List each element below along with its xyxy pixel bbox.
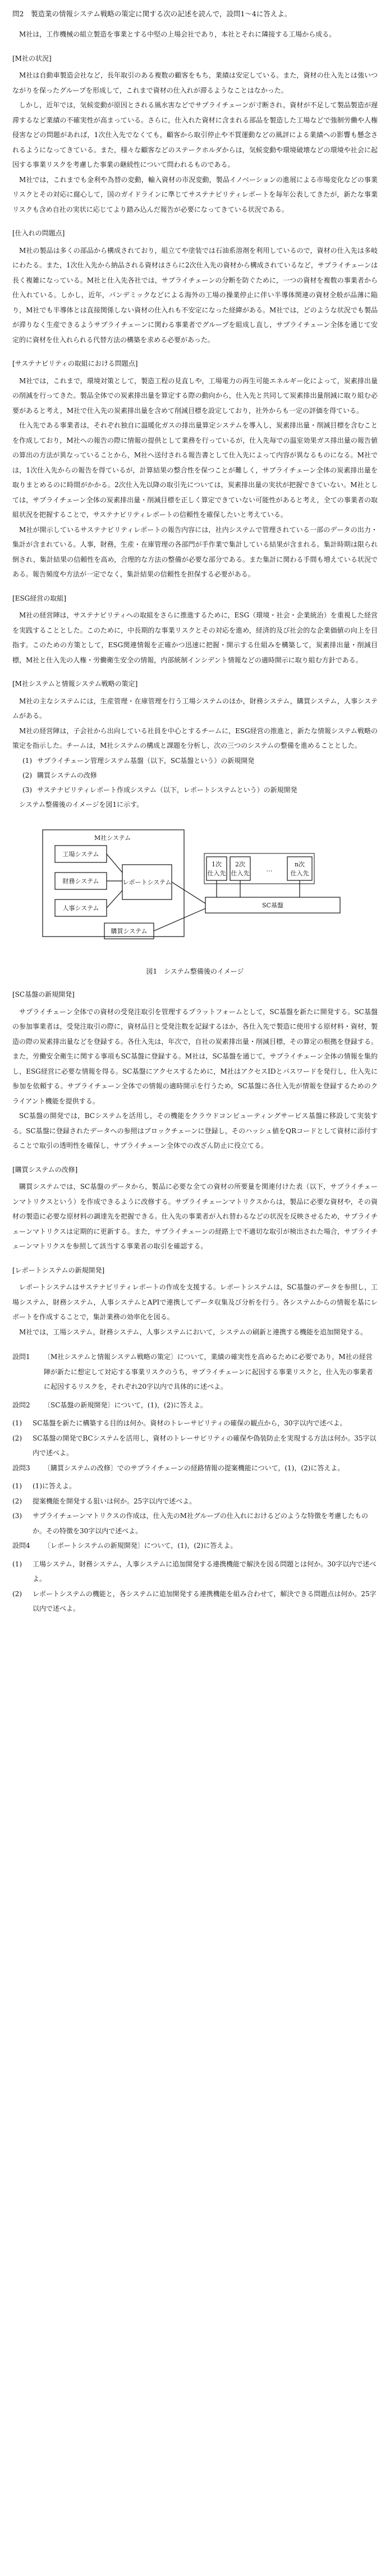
figure-1 xyxy=(21,822,369,978)
supplier-2-tier: 2次 xyxy=(235,861,245,868)
question-item xyxy=(12,1461,378,1476)
sub-questions xyxy=(12,1350,378,1616)
figure-caption: 図1 システム整備後のイメージ xyxy=(146,967,244,975)
supplier-1-tier: 1次 xyxy=(211,861,222,868)
sub-question-text: 提案機能を開発する狙いは何か。25字以内で述べよ。 xyxy=(33,1497,196,1505)
plan-item-number: (2) xyxy=(22,771,32,779)
section-heading: [M社システムと情報システム戦略の策定] xyxy=(12,680,138,688)
section-paragraph: 仕入先である事業者は，それぞれ独自に温暖化ガスの排出量算定システムを導入し，炭素排出量・削減目標を含むことを作成しており，M社への報告の際に情報の提供として業務を行っているが，仕入先毎での温室効果ガス排出量の報告値の算出の方法が異なっていることから，M社へ送付される報告書として仕入先によって内容が異なるものになる。M社では，1次仕入先からの報告を得ているが，計算結果の整合性を保つことが難しく，サプライチェーン全体の炭素排出量を取りまとめるのに時間がかかる。2次仕入先以降の取引先については，炭素排出量の実状が把握できていない。M社としては，サプライチェーン全体の炭素排出量・削減目標を正しく算定できていない可能性があると考え，全ての事業者の取組状況を把握することで，サステナビリティレポートの信頼性を確保したいと考えている。 xyxy=(12,421,378,519)
section-heading: [レポートシステムの新規開発] xyxy=(12,1266,105,1274)
section-heading: [M社の状況] xyxy=(12,54,52,62)
system-diagram xyxy=(38,822,352,962)
figure-reference: システム整備後のイメージを図1に示す。 xyxy=(19,800,144,808)
supplier-1-label: 仕入先 xyxy=(207,870,226,877)
question-number: 設問3 xyxy=(12,1464,30,1472)
supplier-n-label: 仕入先 xyxy=(290,870,309,877)
sub-question xyxy=(12,1431,378,1461)
sub-question xyxy=(12,1416,378,1431)
hr-system-label: 人事システム xyxy=(62,905,99,912)
question-text: 〔SC基盤の新規開発〕について，(1)，(2)に答えよ。 xyxy=(44,1401,207,1409)
plan-item-number: (3) xyxy=(22,785,32,794)
sub-question-text: (1)に答えよ。 xyxy=(33,1482,76,1490)
link-hr-report xyxy=(107,891,122,908)
sc-platform-label: SC基盤 xyxy=(261,902,283,909)
sub-question-text: SC基盤を新たに構築する目的は何か。資材のトレーサビリティの確保の観点から，30字以内で述べよ。 xyxy=(33,1419,347,1427)
section-heading: [ESG経営の取組] xyxy=(12,594,66,602)
plan-item-text: 購買システムの改修 xyxy=(37,771,97,779)
sub-question xyxy=(12,1479,378,1494)
section-paragraph: M社の製品は多くの部品から構成されており，組立てや塗装では石油系溶剤を利用しているので，資材の仕入先は多岐にわたる。また，1次仕入先から納品される資材はさらに2次仕入先の資材から構成されているなど，サプライチェーンは長く複雑になっている。M社と仕入先各社では，サプライチェーンの分断を防ぐために，一つの資材を複数の事業者から仕入れている。しかし，近年，パンデミックなどによる海外の工場の操業停止に伴い半導体関連の資材全般が品薄に陥り，M社でも半導体とは直接関係しない資材の仕入れも不安定になった経緯がある。M社では，どのような状況でも製品が滞りなく生産できるようサプライチェーンに関わる事業者でグループを組成し直し，サプライチェーン全体を通じて安定的に資材を仕入れられる代替方法の構築を求める必要があった。 xyxy=(12,246,378,344)
sub-question-text: サプライチェーンマトリクスの作成は，仕入先のM社グループの仕入れにおけるどのような特徴を考慮したものか。その特徴を30字以内で述べよ。 xyxy=(33,1512,369,1535)
section-paragraph: M社の主なシステムには，生産管理・在庫管理を行う工場システムのほか，財務システム，購買システム，人事システムがある。 xyxy=(12,697,378,720)
section-paragraph: M社の経営陣は，子会社から出向している社員を中心とするチームに，ESG経営の推進と，新たな情報システム戦略の策定を指示した。チームは，M社システムの構成と課題を分析し，次の三つのシステムの整備を進めることとした。 xyxy=(12,726,378,749)
development-sections xyxy=(12,987,378,1339)
question-number: 設問1 xyxy=(12,1353,30,1361)
sub-question-number: (1) xyxy=(12,1482,22,1490)
section-paragraph: レポートシステムはサステナビリティレポートの作成を支援する。レポートシステムは，SC基盤のデータを参照し，工場システム，財務システム，人事システムとAPIで連携してデータ収集及び分析を行う。各システムからの情報を基にレポートを作成することで，集計業務の効率化を図る。 xyxy=(12,1283,378,1321)
plan-item xyxy=(22,783,378,797)
section-heading: [購買システムの改修] xyxy=(12,1165,78,1174)
plan-item-text: サプライチェーン管理システム基盤（以下，SC基盤という）の新規開発 xyxy=(37,756,255,765)
purchase-system-label: 購買システム xyxy=(111,928,147,935)
sub-question-text: SC基盤の開発でBCシステムを活用し，資材のトレーサビリティの確保や偽装防止を実現する方法は何か。35字以内で述べよ。 xyxy=(33,1434,377,1457)
sub-question-number: (1) xyxy=(12,1419,22,1427)
sub-question xyxy=(12,1557,378,1587)
sub-question xyxy=(12,1494,378,1509)
section-heading: [SC基盤の新規開発] xyxy=(12,991,75,998)
sub-question-text: レポートシステムの機能と，各システムに追加開発する連携機能を組み合わせて，解決できる問題点は何か。25字以内で述べよ。 xyxy=(33,1589,377,1612)
sub-question-number: (2) xyxy=(12,1589,22,1598)
plan-item-number: (1) xyxy=(22,756,32,765)
m-system-label: M社システム xyxy=(94,834,131,842)
link-purchase-sc xyxy=(154,908,205,931)
section-paragraph: M社では，これまでも金利や為替の変動，輸入資材の市況変動，製品イノベーションの進展による市場変化などの事業リスクとその対応に腐心して，国のガイドラインに準じてサステナビリティレポートを毎年公表してきたが，新たな事業リスクも含め自社の実状に応じてより踏み込んだ報告が必要になってきている状況である。 xyxy=(12,175,378,213)
section-paragraph: サプライチェーン全体での資材の受発注取引を管理するプラットフォームとして，SC基盤を新たに開発する。SC基盤の参加事業者は，受発注取引の際に，資材品目と受発注数を記録するほか，各仕入先で製造に使用する原材料・資材，製造の際の炭素排出量などを登録する。各仕入先は，年次で，自社の炭素排出量・削減目標，その算定の根拠を登録する。また，労働安全衛生に関する事項もSC基盤に登録する。M社は，SC基盤を通じて，サプライチェーン全体の情報を集約し，ESG経営に必要な情報を得る。SC基盤にアクセスするために，M社はアクセスIDとパスワードを発行し，仕入先に参加を依頼する。サプライチェーン全体での情報の適時開示を行うため，SC基盤に各仕入先が情報を登録するためのクライアント機能を提供する。 xyxy=(12,1007,378,1105)
sub-question-number: (2) xyxy=(12,1434,22,1442)
plan-item xyxy=(22,768,378,783)
question-title: 問2 製造業の情報システム戦略の策定に関する次の記述を読んで，設問1～4に答えよ。 xyxy=(12,10,292,18)
question-text: 〔レポートシステムの新規開発〕について，(1)，(2)に答えよ。 xyxy=(44,1542,237,1550)
section-paragraph: しかし，近年では，気候変動が原因とされる風水害などでサプライチェーンが寸断され，資材が不足して製品製造が遅滞するなど業績の不確実性が高まっている。さらに，仕入れた資材に含まれる部品を製造した工場などで強制労働や人権侵害などの問題があれば，1次仕入先でなくても，顧客から取引停止や不買運動などの風評による業績への影響も懸念されるようになってきている。また，様々な顧客などのステークホルダからは，気候変動や環境破壊などの環境や社会に起因する事業リスクを考慮した事業の継続性について問われるものである。 xyxy=(12,101,378,169)
section-paragraph: M社の経営陣は，サステナビリティへの取組をさらに推進するために，ESG（環境・社会・企業統治）を重視した経営を実践することとした。このために，中長期的な事業リスクとその対応を進め，経済的及び社会的な企業価値の向上を目指す。このための方策として，ESG関連情報を正確かつ迅速に把握・開示する仕組みを構築して，炭素排出量・削減目標，M社と仕入先の人権・労働衛生安全の情報，内部統制インシデント情報などの適時開示に取り組む方針である。 xyxy=(12,611,378,664)
report-system-label: レポートシステム xyxy=(122,879,171,886)
supplier-n-tier: n次 xyxy=(294,861,305,868)
context-sections xyxy=(12,51,378,753)
section-paragraph: M社が開示しているサステナビリティレポートの報告内容には，社内システムで管理されている一部のデータの出力・集計が含まれている。人事，財務，生産・在庫管理の各部門が手作業で集計している結果が含まれる。集計時期は限られ倒され，集計結果の信頼性を高め，合理的な方法の整備が必要な部分である。また集計に関わる手間も増えている状況である。報告頻度や方法が一定でなく，集計結果の信頼性を担保する必要がある。 xyxy=(12,525,378,578)
intro-paragraph: M社は，工作機械の組立製造を事業とする中堅の上場会社であり，本社とそれに隣接する工場から成る。 xyxy=(19,30,336,38)
link-report-sc xyxy=(172,882,205,903)
plan-item-text: サステナビリティレポート作成システム（以下，レポートシステムという）の新規開発 xyxy=(37,785,297,794)
question-number: 設問2 xyxy=(12,1401,30,1409)
question-item xyxy=(12,1350,378,1394)
section-paragraph: M社では，工場システム，財務システム，人事システムにおいて，システムの刷新と連携する機能を追加開発する。 xyxy=(19,1328,367,1336)
sub-question xyxy=(12,1509,378,1538)
sub-question xyxy=(12,1587,378,1616)
supplier-group-frame xyxy=(204,853,314,884)
question-item xyxy=(12,1538,378,1553)
link-factory-report xyxy=(107,854,122,873)
plan-item xyxy=(22,753,378,768)
question-number: 設問4 xyxy=(12,1542,30,1550)
section-paragraph: M社では，これまで，環境対策として，製造工程の見直しや，工場電力の再生可能エネルギー化によって，炭素排出量の削減を行ってきた。製品全体での炭素排出量を算定する際の動向から，仕入先と共同して炭素排出量削減に取り組む必要があると考え，M社で仕入先の炭素排出量を含めて削減目標を設定しており，社外からも一定の評価を得ている。 xyxy=(12,376,378,415)
section-paragraph: M社は自動車製造会社など，長年取引のある複数の顧客をもち，業績は安定している。また，資材の仕入先とは強いつながりを保ったグループを形成して，これまで資材の仕入れが滞るようなことはなかった。 xyxy=(12,71,378,94)
section-paragraph: 購買システムでは，SC基盤のデータから，製品に必要な全ての資材の所要量を関連付けた表（以下，サプライチェーンマトリクスという）を作成できるように改修する。サプライチェーンマトリクスからは，製品に必要な資材や，その資材の製造に必要な原材料の調達先を把握できる。仕入先の事業者が入れ替わるなどの状況を反映させるため，サプライチェーンマトリクスは定期的に更新する。また，サプライチェーンの経路上で不適切な取引が検出された場合，サプライチェーンマトリクスを参照して該当する事業者の取引を確認する。 xyxy=(12,1183,378,1250)
sub-question-text: 工場システム，財務システム，人事システムに追加開発する連携機能で解決を図る問題とは何か。30字以内で述べよ。 xyxy=(33,1560,377,1583)
section-heading: [サステナビリティの取組における問題点] xyxy=(12,360,138,367)
sub-question-number: (2) xyxy=(12,1497,22,1505)
section-heading: [仕入れの問題点] xyxy=(12,229,65,237)
question-item xyxy=(12,1398,378,1413)
sub-question-number: (3) xyxy=(12,1512,22,1520)
sub-question-number: (1) xyxy=(12,1560,22,1568)
supplier-2-label: 仕入先 xyxy=(231,870,249,877)
section-paragraph: SC基盤の開発では，BCシステムを活用し，その機能をクラウドコンピューティングサービス基盤に移設して実装する。SC基盤に登録されたデータへの参照はブロックチェーンに登録し，そのハッシュ値をQRコードとして資材に添付することで取引の透明性を確保し，サプライチェーン全体での改ざん防止に役立てる。 xyxy=(12,1112,378,1150)
supplier-ellipsis: … xyxy=(266,866,272,873)
system-plan-list xyxy=(12,753,378,797)
finance-system-label: 財務システム xyxy=(62,878,99,885)
question-text: 〔購買システムの改修〕でのサプライチェーンの経路情報の提案機能について，(1)，(2)に答えよ。 xyxy=(44,1464,345,1472)
factory-system-label: 工場システム xyxy=(62,851,99,858)
question-text: 〔M社システムと情報システム戦略の策定〕について，業績の確実性を高めるために必要であり，M社の経営陣が新たに想定して対応する事業リスクのうち，サプライチェーンに起因する事業リスクと，仕入先の事業者に起因するリスクを，それぞれ20字以内で具体的に述べよ。 xyxy=(44,1353,373,1391)
